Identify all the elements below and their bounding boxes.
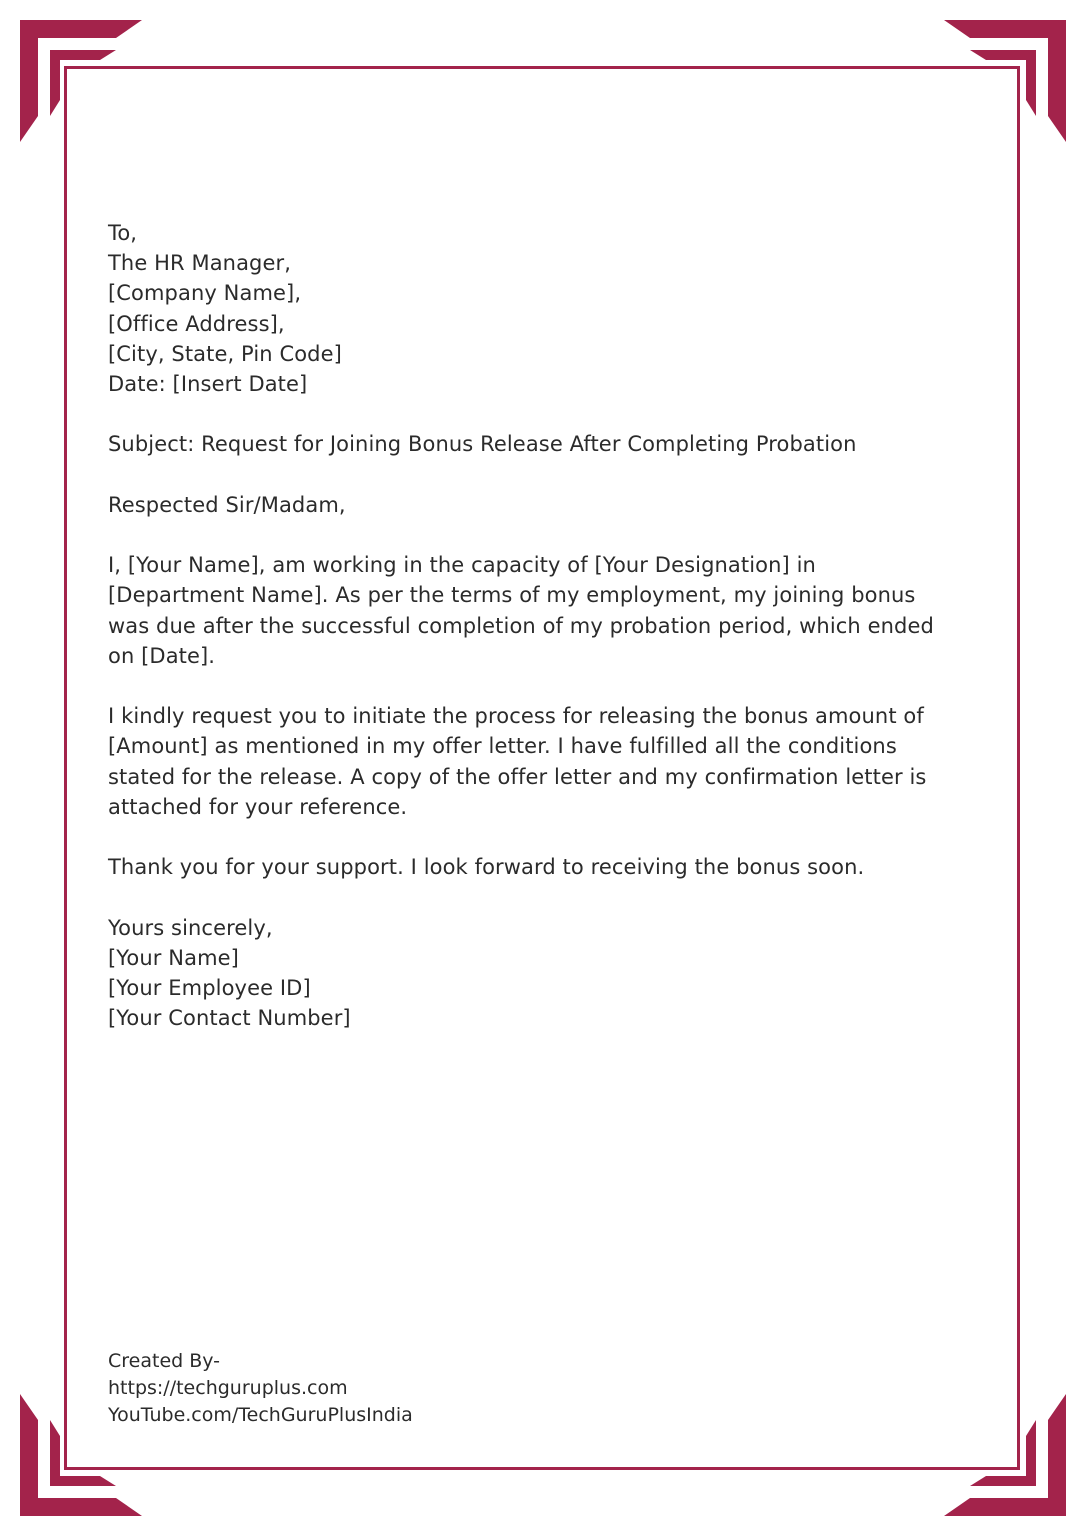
paragraph-1 bbox=[108, 550, 978, 671]
closing-signoff: Yours sincerely, bbox=[108, 915, 273, 940]
paragraph-2-line: stated for the release. A copy of the offer letter and my confirmation letter is bbox=[108, 764, 927, 789]
recipient-company: [Company Name], bbox=[108, 281, 302, 306]
paragraph-2-line: I kindly request you to initiate the process for releasing the bonus amount of bbox=[108, 704, 924, 729]
recipient-to: To, bbox=[108, 221, 138, 245]
letter-subject: Subject: Request for Joining Bonus Release After Completing Probation bbox=[108, 432, 857, 457]
credit-footer bbox=[108, 1348, 413, 1429]
paragraph-2-line: [Amount] as mentioned in my offer letter. I have fulfilled all the conditions bbox=[108, 734, 897, 759]
paragraph-2 bbox=[108, 701, 978, 822]
footer-created-by: Created By- bbox=[108, 1350, 221, 1372]
closing-employee-id: [Your Employee ID] bbox=[108, 975, 311, 1000]
paragraph-1-line: [Department Name]. As per the terms of my employment, my joining bonus bbox=[108, 583, 916, 608]
paragraph-3: Thank you for your support. I look forward to receiving the bonus soon. bbox=[108, 855, 865, 880]
closing-block bbox=[108, 913, 978, 1034]
recipient-title: The HR Manager, bbox=[108, 251, 292, 276]
recipient-address: [Office Address], bbox=[108, 311, 285, 336]
paragraph-2-line: attached for your reference. bbox=[108, 794, 408, 819]
corner-ornament-bottom-right bbox=[944, 1394, 1066, 1516]
corner-ornament-top-right bbox=[944, 20, 1066, 142]
recipient-block bbox=[108, 218, 978, 399]
paragraph-1-line: on [Date]. bbox=[108, 643, 216, 668]
closing-contact: [Your Contact Number] bbox=[108, 1006, 351, 1031]
letter-salutation: Respected Sir/Madam, bbox=[108, 492, 346, 517]
footer-youtube-link[interactable]: YouTube.com/TechGuruPlusIndia bbox=[108, 1404, 413, 1426]
footer-website-link[interactable]: https://techguruplus.com bbox=[108, 1377, 348, 1399]
corner-ornament-top-left bbox=[20, 20, 142, 142]
paragraph-1-line: I, [Your Name], am working in the capacity of [Your Designation] in bbox=[108, 553, 816, 578]
recipient-city: [City, State, Pin Code] bbox=[108, 341, 342, 366]
paragraph-1-line: was due after the successful completion of my probation period, which ended bbox=[108, 613, 934, 638]
letter-body bbox=[108, 218, 978, 1033]
closing-name: [Your Name] bbox=[108, 945, 239, 970]
letter-date: Date: [Insert Date] bbox=[108, 372, 308, 397]
